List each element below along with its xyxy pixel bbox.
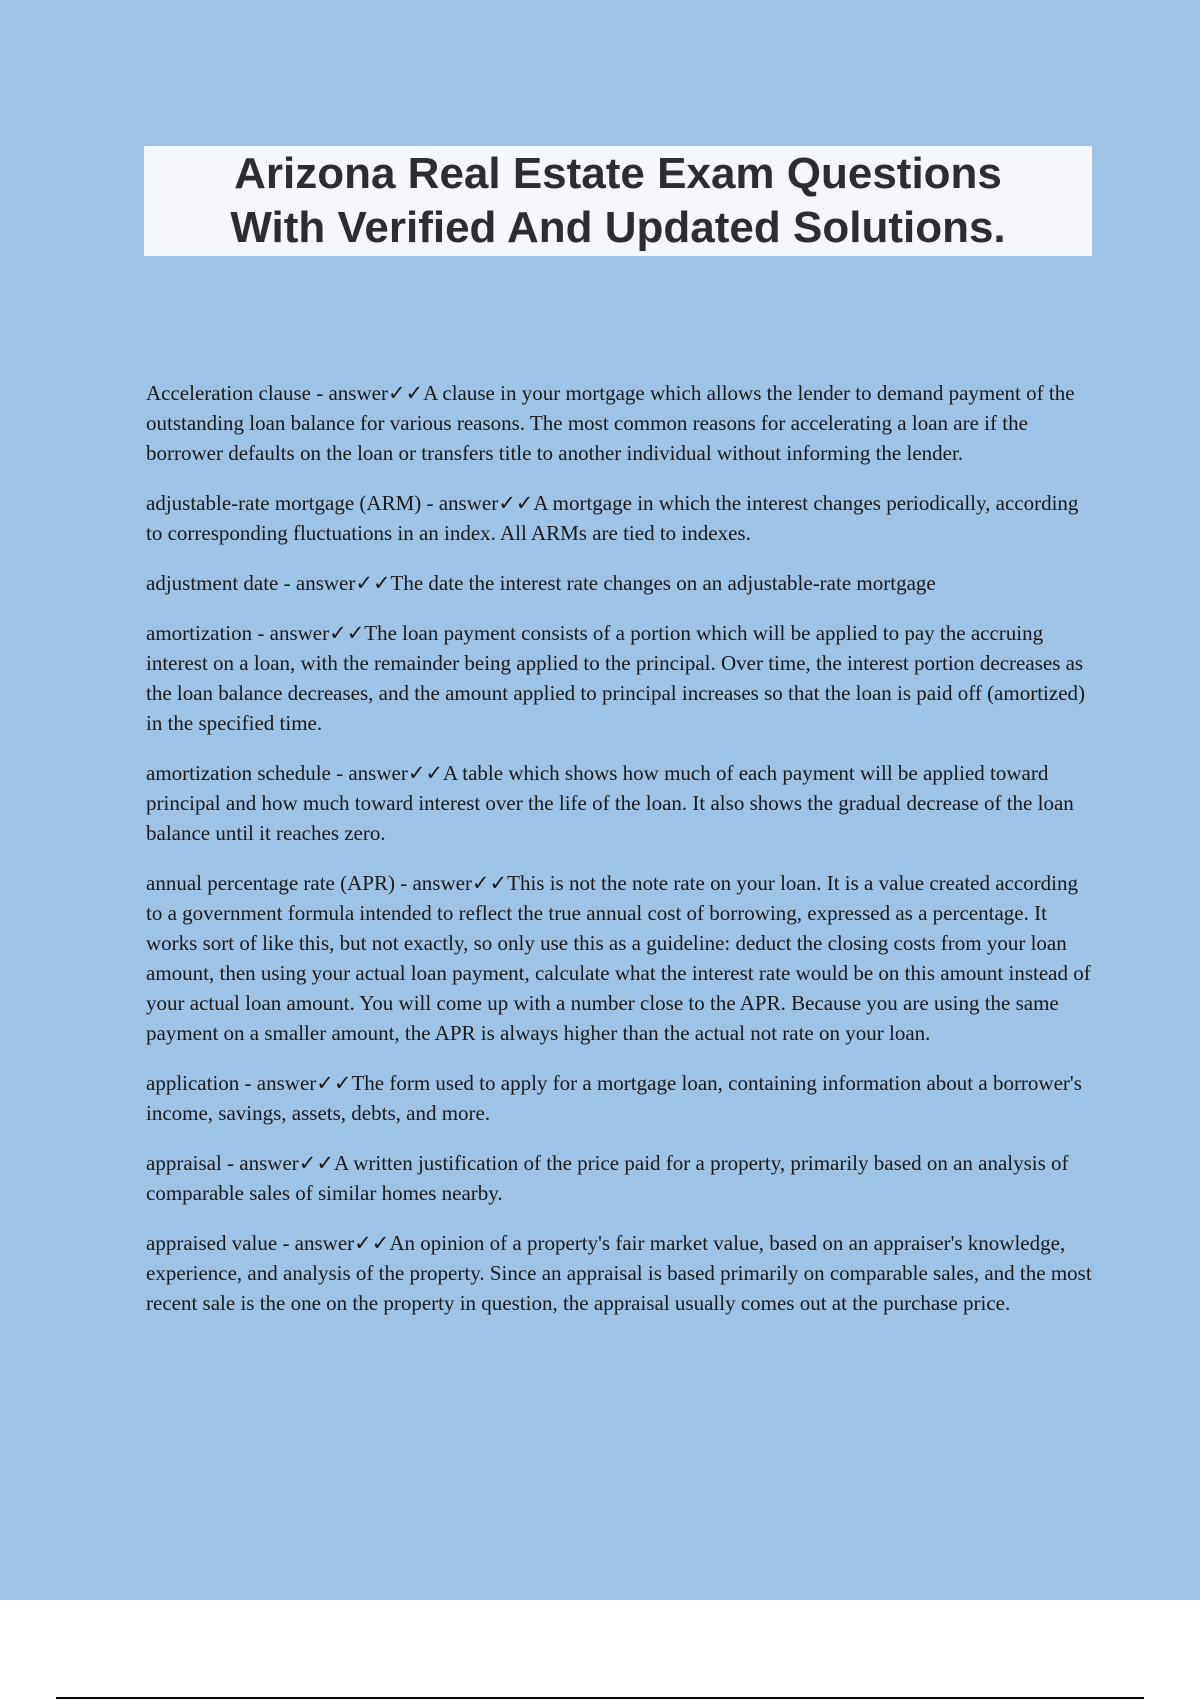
glossary-entry-annual-percentage-rate: annual percentage rate (APR) - answer✓✓This is not the note rate on your loan. It is a value created according to a government formula intended to reflect the true annual cost of borrowing, expressed as a percentage. It works sort of like this, but not exactly, so only use this as a guideline: deduct the closing costs from your loan amount, then using your actual loan payment, calculate what the interest rate would be on this amount instead of your actual loan amount. You will come up with a number close to the APR. Because you are using the same payment on a smaller amount, the APR is always higher than the actual not rate on your loan. <box>146 871 1091 1045</box>
glossary-entry-amortization-schedule: amortization schedule - answer✓✓A table which shows how much of each payment will be applied toward principal and how much toward interest over the life of the loan. It also shows the gradual decrease of the loan balance until it reaches zero. <box>146 761 1074 845</box>
glossary-entry-adjustable-rate-mortgage: adjustable-rate mortgage (ARM) - answer✓✓A mortgage in which the interest changes periodically, according to corresponding fluctuations in an index. All ARMs are tied to indexes. <box>146 491 1079 545</box>
title-banner <box>144 146 1092 256</box>
glossary-entry-appraised-value: appraised value - answer✓✓An opinion of a property's fair market value, based on an appraiser's knowledge, experience, and analysis of the property. Since an appraisal is based primarily on comparable sales, and the most recent sale is the one on the property in question, the appraisal usually comes out at the purchase price. <box>146 1231 1092 1315</box>
page-title-line-2: With Verified And Updated Solutions. <box>230 203 1006 252</box>
glossary-entry-amortization: amortization - answer✓✓The loan payment consists of a portion which will be applied to pay the accruing interest on a loan, with the remainder being applied to the principal. Over time, the interest portion decreases as the loan balance decreases, and the amount applied to principal increases so that the loan is paid off (amortized) in the specified time. <box>146 621 1086 735</box>
page-title-line-1: Arizona Real Estate Exam Questions <box>234 149 1002 198</box>
footer-divider <box>56 1697 1144 1699</box>
glossary-entry-acceleration-clause: Acceleration clause - answer✓✓A clause in your mortgage which allows the lender to demand payment of the outstanding loan balance for various reasons. The most common reasons for accelerating a loan are if the borrower defaults on the loan or transfers title to another individual without informing the lender. <box>146 381 1075 465</box>
glossary-entries <box>146 378 1094 1338</box>
glossary-entry-appraisal: appraisal - answer✓✓A written justification of the price paid for a property, primarily based on an analysis of comparable sales of similar homes nearby. <box>146 1151 1069 1205</box>
page-footer-band <box>0 1600 1200 1700</box>
glossary-entry-application: application - answer✓✓The form used to apply for a mortgage loan, containing information about a borrower's income, savings, assets, debts, and more. <box>146 1071 1082 1125</box>
glossary-entry-adjustment-date: adjustment date - answer✓✓The date the interest rate changes on an adjustable-rate mortgage <box>146 571 936 595</box>
